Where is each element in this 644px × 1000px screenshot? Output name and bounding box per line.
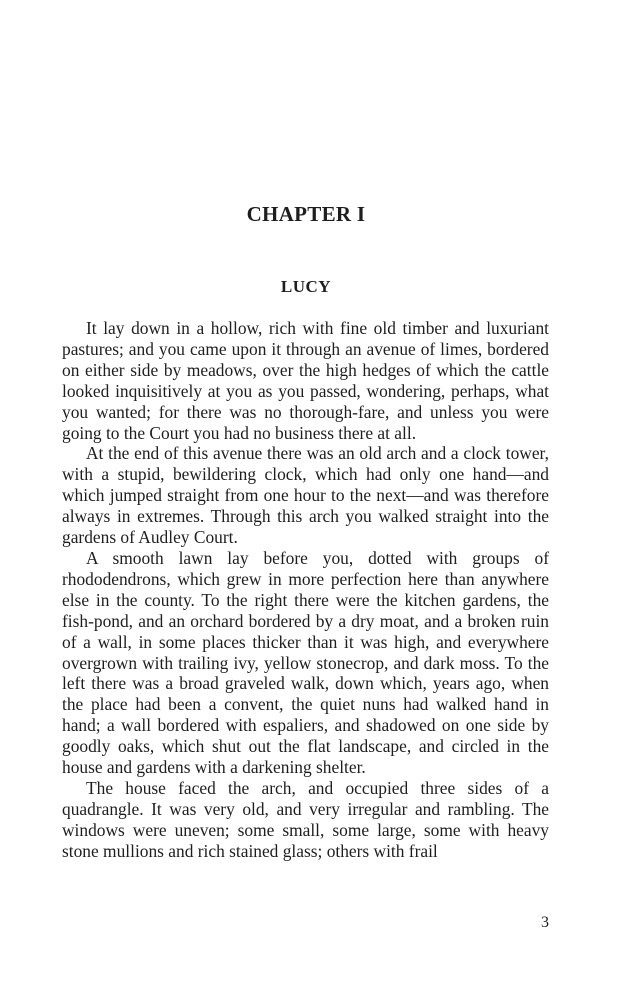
- chapter-body: [62, 318, 549, 862]
- paragraph: At the end of this avenue there was an old arch and a clock tower, with a stupid, bewildering clock, which had only one hand—and which jumped straight from one hour to the next—and was therefore always in extremes. Through this arch you walked straight into the gardens of Audley Court.: [62, 443, 549, 548]
- chapter-title: CHAPTER I: [246, 202, 366, 226]
- paragraph: The house faced the arch, and occupied three sides of a quadrangle. It was very old, and very irregular and rambling. The windows were uneven; some small, some large, some with heavy stone mullions and rich stained glass; others with frail: [62, 777, 549, 861]
- paragraph: It lay down in a hollow, rich with fine old timber and luxuriant pastures; and you came upon it through an avenue of limes, bordered on either side by meadows, over the high hedges of which the cattle looked inquisitively at you as you passed, wondering, perhaps, what you wanted; for there was no thorough-fare, and unless you were going to the Court you had no business there at all.: [62, 318, 549, 443]
- page-number: 3: [541, 914, 549, 931]
- chapter-subtitle: LUCY: [280, 277, 332, 296]
- paragraph: A smooth lawn lay before you, dotted with groups of rhododendrons, which grew in more perfection here than anywhere else in the county. To the right there were the kitchen gardens, the fish-pond, and an orchard bordered by a dry moat, and a broken ruin of a wall, in some places thicker than it was high, and everywhere overgrown with trailing ivy, yellow stonecrop, and dark moss. To the left there was a broad graveled walk, down which, years ago, when the place had been a convent, the quiet nuns had walked hand in hand; a wall bordered with espaliers, and shadowed on one side by goodly oaks, which shut out the flat landscape, and circled in the house and gardens with a darkening shelter.: [62, 547, 549, 778]
